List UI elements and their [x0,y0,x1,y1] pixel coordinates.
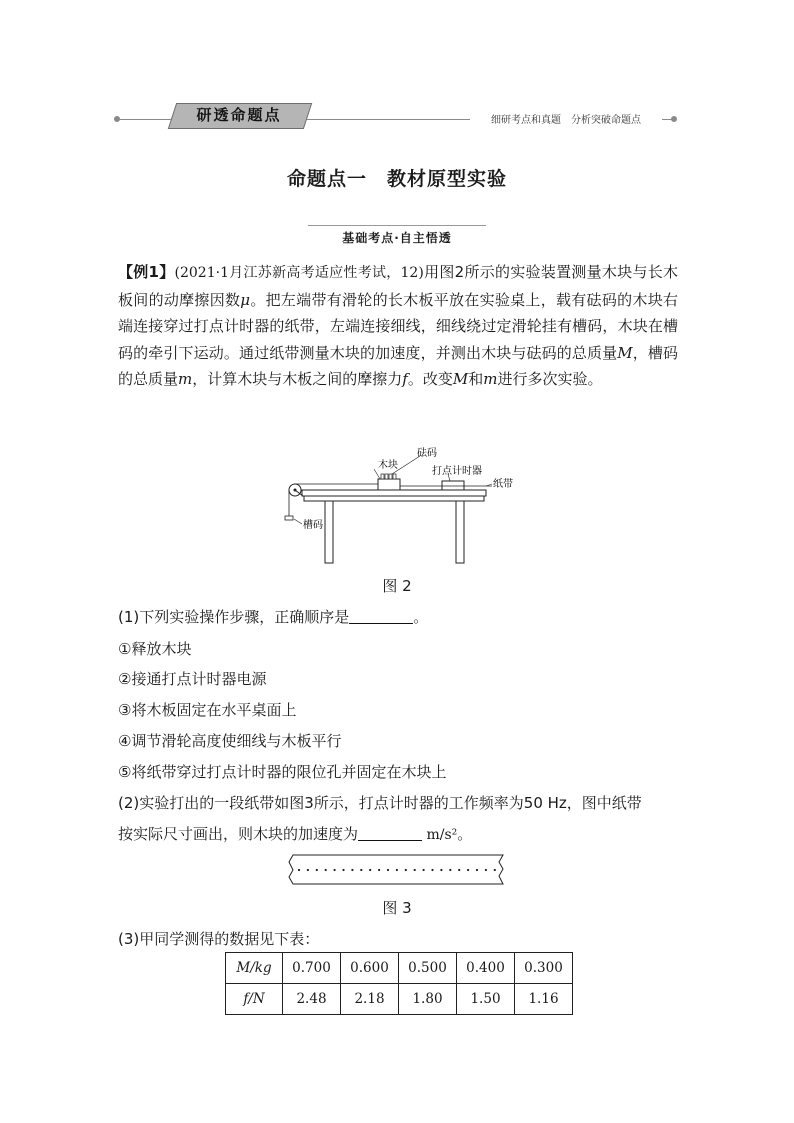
tape-dot [494,869,496,871]
table-header-mass: M/kg [226,953,283,984]
q1-step-4: ④调节滑轮高度使细线与木板平行 [118,732,342,750]
figure2-caption: 图 2 [382,577,412,595]
table-cell: 0.600 [341,953,399,984]
q2-line1: (2)实验打出的一段纸带如图3所示，打点计时器的工作频率为50 Hz，图中纸带 [118,794,642,812]
tape-dot [351,869,353,871]
tape-dot [307,869,309,871]
tape-dot [405,869,407,871]
label-tape: 纸带 [493,479,513,490]
table-cell: 1.80 [399,984,457,1015]
q1-step-2: ②接通打点计时器电源 [118,670,267,688]
weights [381,474,396,479]
tape-dot [325,869,327,871]
table-cell: 1.50 [457,984,515,1015]
label-timer: 打点计时器 [432,466,482,477]
tape-dot [423,869,425,871]
table-cell: 2.18 [341,984,399,1015]
tape-dot [476,869,478,871]
table-cell: 0.300 [515,953,573,984]
timer [442,481,464,490]
table-header-friction: f/N [226,984,283,1015]
tape-dot [396,869,398,871]
table-cell: 0.400 [457,953,515,984]
example-tag: 【例1】 [118,263,175,281]
header-badge: 研透命题点 [196,106,282,124]
example-paragraph: 【例1】(2021·1月江苏新高考适应性考试，12)用图2所示的实验装置测量木块与长木板间的动摩擦因数μ。把左端带有滑轮的长木板平放在实验桌上，载有砝码的木块右端连接穿过打点计时器的纸带，左端连接细线，细线绕过定滑轮挂有槽码，木块在槽码的牵引下运动。通过纸带测量木块的加速度，并测出木块与砝码的总质量M，槽码的总质量m，计算木块与木板之间的摩擦力f。改变M和m进行多次实验。 [118,263,678,388]
tape-dot [342,869,344,871]
table-cell: 1.16 [515,984,573,1015]
tape-dot [449,869,451,871]
subsection-rule [308,225,486,226]
answer-blank-q2[interactable] [358,826,422,841]
tape-dot [458,869,460,871]
label-weights: 砝码 [417,448,437,459]
tape-dot [414,869,416,871]
table-leg-left [325,501,333,563]
long-board [302,490,486,496]
tape-dot [298,869,300,871]
tape-dot [369,869,371,871]
q2-line2: 按实际尺寸画出，则木块的加速度为 m/s²。 [118,825,473,843]
table-cell: 0.700 [283,953,341,984]
table-cell: 2.48 [283,984,341,1015]
tape-dot [431,869,433,871]
figure3-caption: 图 3 [382,899,412,917]
table-cell: 0.500 [399,953,457,984]
q1-step-5: ⑤将纸带穿过打点计时器的限位孔并固定在木块上 [118,763,447,781]
q3-prompt: (3)甲同学测得的数据见下表： [118,930,320,948]
label-hook-weight: 槽码 [303,520,323,531]
section-title: 命题点一 教材原型实验 [286,168,507,190]
table-leg-right [456,501,464,563]
header-rule-dot-right [671,116,677,122]
tape-figure [285,852,511,888]
tape-dot [378,869,380,871]
data-table [225,952,573,1015]
table-top [304,496,484,501]
tape-dot [316,869,318,871]
subsection-title: 基础考点·自主悟透 [342,231,452,245]
label-block: 木块 [378,460,398,471]
wooden-block [378,479,400,490]
header-rule-dot-left [114,116,120,122]
answer-blank-q1[interactable] [349,609,413,624]
tape-dot [485,869,487,871]
q1-step-1: ①释放木块 [118,640,192,658]
table-row-friction [226,984,573,1015]
hanging-weight [285,516,293,520]
tape-dot [334,869,336,871]
q1-prompt: (1)下列实验操作步骤，正确顺序是 。 [118,608,429,626]
table-row-mass [226,953,573,984]
tape-dot [467,869,469,871]
tape-dot [387,869,389,871]
header-right-text: 细研考点和真题 分析突破命题点 [470,111,662,126]
q1-step-3: ③将木板固定在水平桌面上 [118,701,297,719]
example-source: (2021·1月江苏新高考适应性考试，12) [174,265,424,281]
tape-dot [440,869,442,871]
apparatus-figure [270,444,520,569]
tape-dot [360,869,362,871]
